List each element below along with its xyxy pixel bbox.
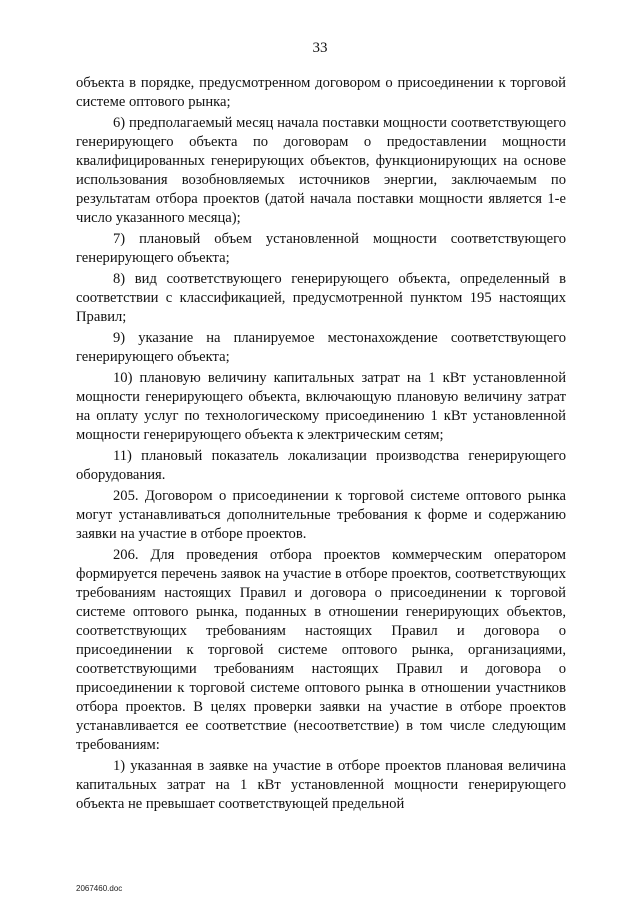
paragraph: 11) плановый показатель локализации производства генерирующего оборудования. (76, 448, 566, 483)
paragraph: 1) указанная в заявке на участие в отборе проектов плановая величина капитальных затрат на 1 кВт установленной мощности генерирующего объекта не превышает соответствующей предельной (76, 758, 566, 812)
document-body (76, 74, 566, 816)
paragraph: 7) плановый объем установленной мощности соответствующего генерирующего объекта; (76, 231, 566, 266)
paragraph: 6) предполагаемый месяц начала поставки мощности соответствующего генерирующего объекта по договорам о предоставлении мощности квалифицированных генерирующих объектов, функционирующих на основе использования возобновляемых источников энергии, заключаемым по результатам отбора проектов (датой начала поставки мощности является 1-е число указанного месяца); (76, 115, 566, 226)
paragraph: 205. Договором о присоединении к торговой системе оптового рынка могут устанавливаться дополнительные требования к форме и содержанию заявки на участие в отборе проектов. (76, 488, 566, 542)
paragraph: 206. Для проведения отбора проектов коммерческим оператором формируется перечень заявок на участие в отборе проектов, соответствующих требованиям настоящих Правил и договора о присоединении к торговой системе оптового рынка, поданных в отношении генерирующих объектов, соответствующих требованиям настоящих Правил и договора о присоединении к торговой системе оптового рынка, организациями, соответствующими требованиям настоящих Правил и договора о присоединении к торговой системе оптового рынка в отношении участников отбора проектов. В целях проверки заявки на участие в отборе проектов устанавливается ее соответствие (несоответствие) в том числе следующим требованиям: (76, 547, 566, 753)
paragraph: 8) вид соответствующего генерирующего объекта, определенный в соответствии с классификацией, предусмотренной пунктом 195 настоящих Правил; (76, 271, 566, 325)
document-code: 2067460.doc (76, 884, 123, 893)
paragraph: 9) указание на планируемое местонахождение соответствующего генерирующего объекта; (76, 330, 566, 365)
paragraph: 10) плановую величину капитальных затрат на 1 кВт установленной мощности генерирующего объекта, включающую плановую величину затрат на оплату услуг по технологическому присоединению 1 кВт установленной мощности генерирующего объекта к электрическим сетям; (76, 370, 566, 443)
paragraph: объекта в порядке, предусмотренном договором о присоединении к торговой системе оптового рынка; (76, 75, 566, 110)
page-number: 33 (312, 40, 328, 56)
